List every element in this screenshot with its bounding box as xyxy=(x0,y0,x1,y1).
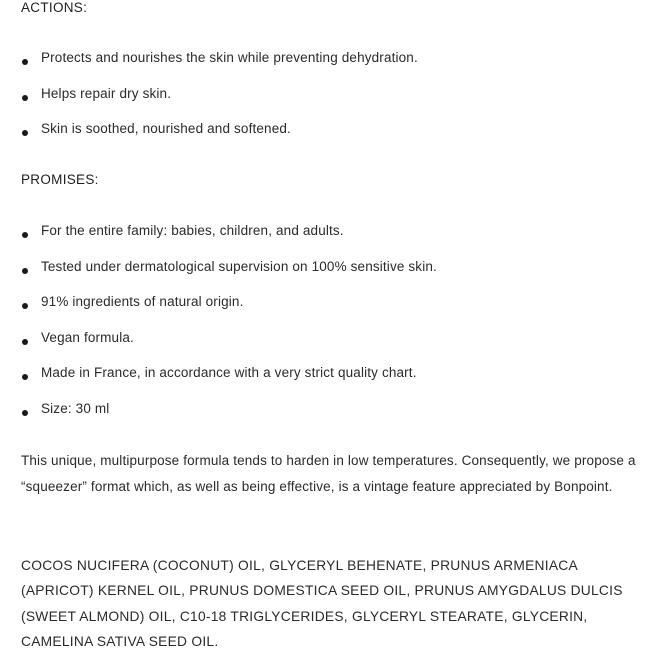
promises-heading: PROMISES: xyxy=(21,172,99,187)
list-item xyxy=(21,364,437,400)
bullet-icon xyxy=(22,59,28,65)
bullet-icon xyxy=(22,374,28,380)
list-item xyxy=(21,85,418,121)
ingredients-list: COCOS NUCIFERA (COCONUT) OIL, GLYCERYL BEHENATE, PRUNUS ARMENIACA (APRICOT) KERNEL OIL, PRUNUS DOMESTICA SEED OIL, PRUNUS AMYGDALUS DULCIS (SWEET ALMOND) OIL, C10-18 TRIGLYCERIDES, GLYCERYL STEARATE, GLYCERIN, CAMELINA SATIVA SEED OIL. xyxy=(21,558,623,649)
list-item-text: 91% ingredients of natural origin. xyxy=(41,294,244,310)
bullet-icon xyxy=(22,95,28,101)
list-item xyxy=(21,222,437,258)
bullet-icon xyxy=(22,268,28,274)
list-item-text: Vegan formula. xyxy=(41,329,134,345)
list-item xyxy=(21,258,437,294)
bullet-icon xyxy=(22,410,28,416)
bullet-icon xyxy=(22,232,28,238)
actions-heading: ACTIONS: xyxy=(21,0,88,15)
list-item xyxy=(21,329,437,365)
list-item-text: Protects and nourishes the skin while preventing dehydration. xyxy=(41,50,418,65)
list-item-text: Size: 30 ml xyxy=(41,400,110,416)
bullet-icon xyxy=(22,339,28,345)
list-item xyxy=(21,400,437,436)
list-item xyxy=(21,293,437,329)
list-item-text: Tested under dermatological supervision on 100% sensitive skin. xyxy=(41,258,437,274)
product-description: This unique, multipurpose formula tends to harden in low temperatures. Consequently, we propose a “squeezer” format which, as well as being effective, is a vintage feature appreciated by Bonpoint. xyxy=(21,453,636,494)
list-item-text: Skin is soothed, nourished and softened. xyxy=(41,121,291,137)
list-item xyxy=(21,120,418,156)
actions-list xyxy=(21,49,418,156)
bullet-icon xyxy=(22,130,28,136)
promises-list xyxy=(21,222,437,436)
list-item xyxy=(21,49,418,85)
list-item-text: Made in France, in accordance with a very strict quality chart. xyxy=(41,365,417,381)
bullet-icon xyxy=(22,303,28,309)
list-item-text: For the entire family: babies, children, and adults. xyxy=(41,223,344,238)
list-item-text: Helps repair dry skin. xyxy=(41,85,172,101)
